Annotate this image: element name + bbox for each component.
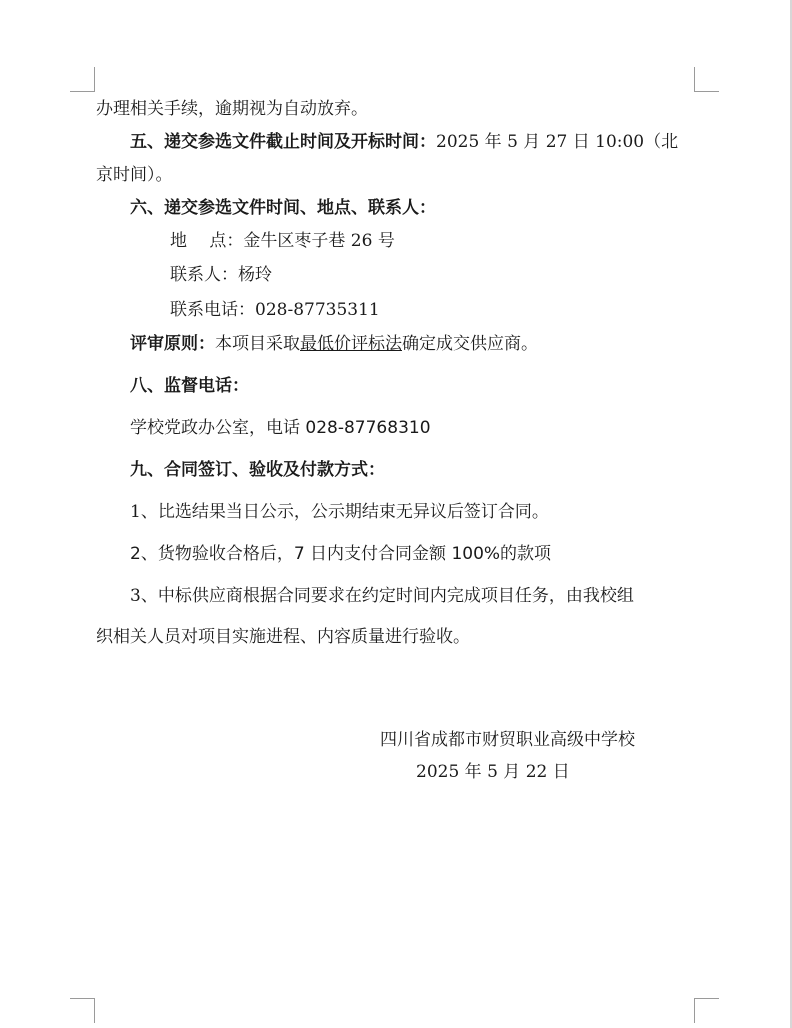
section-6-contact: 联系人：杨玲 xyxy=(170,265,272,285)
section-5 xyxy=(130,131,678,153)
margin-corner-top-left xyxy=(70,67,95,92)
margin-corner-bottom-left xyxy=(70,998,95,1023)
margin-corner-bottom-right xyxy=(694,998,719,1023)
section-5-text: 2025 年 5 月 27 日 10:00（北 xyxy=(436,132,679,152)
section-9-item-1: 1、比选结果当日公示，公示期结束无异议后签订合同。 xyxy=(130,502,549,522)
review-post: 确定成交供应商。 xyxy=(402,334,538,354)
signature-organization: 四川省成都市财贸职业高级中学校 xyxy=(380,730,635,750)
section-9-item-3-continuation: 织相关人员对项目实施进程、内容质量进行验收。 xyxy=(96,627,470,647)
review-principle xyxy=(130,333,538,355)
section-6-heading: 六、递交参选文件时间、地点、联系人： xyxy=(130,198,436,218)
margin-corner-top-right xyxy=(694,67,719,92)
section-5-continuation: 京时间）。 xyxy=(96,165,173,185)
section-6-phone: 联系电话：028-87735311 xyxy=(170,300,380,320)
review-method: 最低价评标法 xyxy=(300,334,402,354)
section-9-item-3: 3、中标供应商根据合同要求在约定时间内完成项目任务，由我校组 xyxy=(130,586,634,606)
review-label: 评审原则： xyxy=(130,334,215,354)
review-pre: 本项目采取 xyxy=(215,334,300,354)
section-8-text: 学校党政办公室，电话 028-87768310 xyxy=(130,418,431,438)
section-9-heading: 九、合同签订、验收及付款方式： xyxy=(130,460,385,480)
signature-date: 2025 年 5 月 22 日 xyxy=(416,762,570,782)
section-9-item-2: 2、货物验收合格后，7 日内支付合同金额 100%的款项 xyxy=(130,544,552,564)
section-5-heading: 五、递交参选文件截止时间及开标时间： xyxy=(130,132,436,152)
section-8-heading: 八、监督电话： xyxy=(130,376,249,396)
paragraph-line: 办理相关手续，逾期视为自动放弃。 xyxy=(96,99,368,119)
section-6-place: 地 点：金牛区枣子巷 26 号 xyxy=(170,231,395,251)
